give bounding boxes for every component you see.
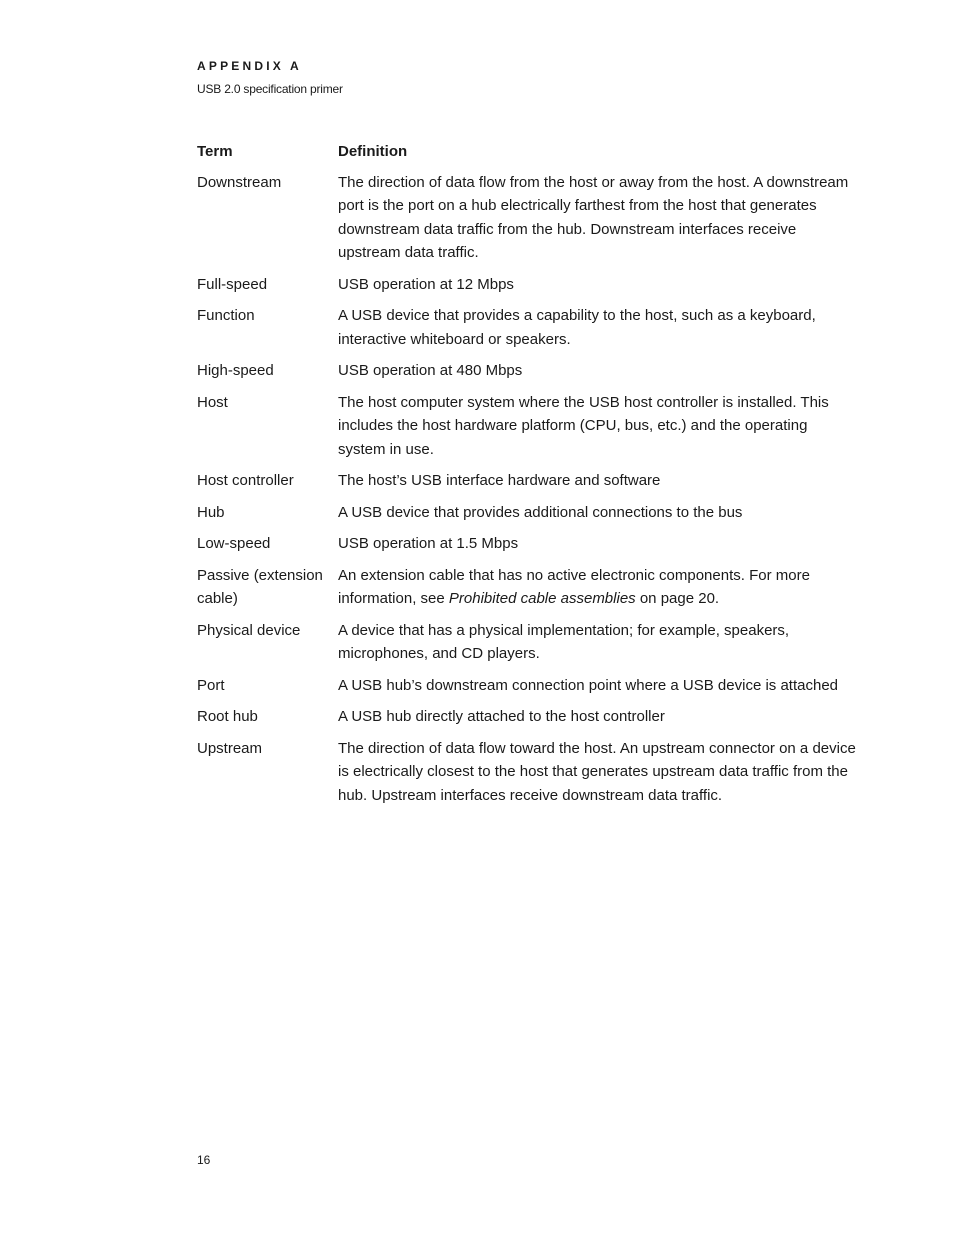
term-cell: Function — [197, 307, 255, 324]
table-row — [197, 359, 857, 383]
definition-cell: USB operation at 1.5 Mbps — [338, 535, 519, 552]
term-cell: Host controller — [197, 472, 294, 489]
table-row — [197, 304, 857, 351]
table-row — [197, 532, 857, 556]
definition-text: on page 20. — [635, 590, 720, 607]
definition-text: An extension cable that has no active electronic components. For more information, see — [338, 566, 810, 607]
table-row — [197, 273, 857, 297]
table-row — [197, 469, 857, 493]
term-cell: Full-speed — [197, 275, 268, 293]
definition-cell: A USB hub’s downstream connection point where a USB device is attached — [338, 676, 839, 694]
term-cell: Root hub — [197, 708, 258, 725]
column-header-term: Term — [197, 143, 233, 160]
definition-cell: USB operation at 480 Mbps — [338, 362, 523, 379]
table-row — [197, 501, 857, 525]
glossary-table — [197, 140, 857, 815]
page-header — [197, 58, 343, 96]
term-cell: Physical device — [197, 621, 301, 639]
table-row — [197, 705, 857, 729]
term-cell: Upstream — [197, 739, 263, 757]
page-number: 16 — [197, 1153, 211, 1167]
definition-cell: The host computer system where the USB host controller is installed. This includes the host hardware platform (CPU, bus, etc.) and the operating system in use. — [338, 393, 829, 458]
column-header-definition: Definition — [338, 143, 408, 160]
section-subtitle: USB 2.0 specification primer — [197, 82, 343, 96]
definition-cell: A USB device that provides a capability to the host, such as a keyboard, interactive whiteboard or speakers. — [338, 307, 816, 348]
term-cell: Hub — [197, 503, 225, 521]
table-row — [197, 564, 857, 611]
definition-cell: The direction of data flow toward the host. An upstream connector on a device is electrically closest to the host that generates upstream data traffic from the hub. Upstream interfaces receive downstream data traffic. — [338, 739, 856, 804]
definition-cell: The direction of data flow from the host or away from the host. A downstream port is the port on a hub electrically farthest from the host that generates downstream data traffic from the hub. Downstream interfaces receive upstream data traffic. — [338, 173, 849, 261]
appendix-label: APPENDIX A — [197, 59, 302, 73]
term-cell: Port — [197, 676, 225, 694]
table-row — [197, 171, 857, 265]
cross-reference-link[interactable]: Prohibited cable assemblies — [448, 590, 636, 607]
definition-cell — [338, 564, 857, 611]
table-row — [197, 674, 857, 698]
term-cell: High-speed — [197, 362, 274, 379]
table-row — [197, 391, 857, 462]
term-cell: Host — [197, 393, 228, 411]
table-header-row — [197, 140, 857, 164]
definition-cell: A USB hub directly attached to the host controller — [338, 708, 665, 725]
table-row — [197, 737, 857, 808]
definition-cell: The host’s USB interface hardware and software — [338, 472, 661, 489]
term-cell: Low-speed — [197, 535, 271, 552]
term-cell: Passive (extension cable) — [197, 566, 323, 607]
table-row — [197, 619, 857, 666]
definition-cell: A USB device that provides additional connections to the bus — [338, 503, 743, 521]
definition-cell: A device that has a physical implementation; for example, speakers, microphones, and CD players. — [338, 621, 790, 662]
term-cell: Downstream — [197, 173, 282, 191]
definition-cell: USB operation at 12 Mbps — [338, 275, 514, 293]
